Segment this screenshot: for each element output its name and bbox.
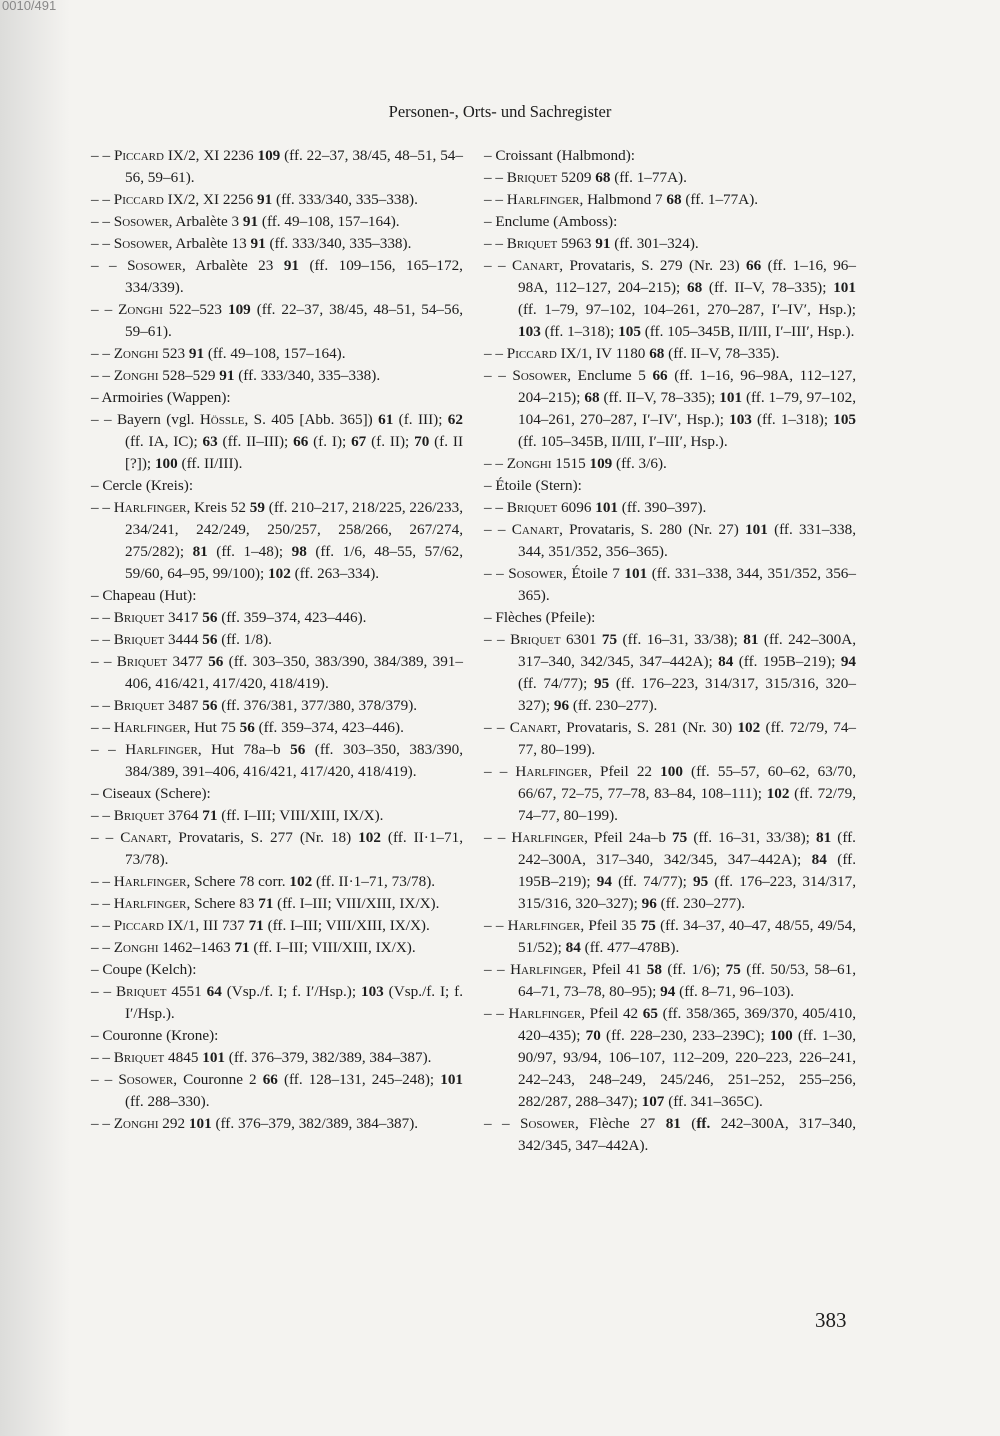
index-entry: – – Briquet 4551 64 (Vsp./f. I; f. I′/Hsp.); 103 (Vsp./f. I; f. I′/Hsp.).: [91, 983, 463, 1022]
index-heading: – Étoile (Stern):: [484, 477, 582, 494]
index-entry: – – Zonghi 1462–1463 71 (ff. I–III; VIII/XIII, IX/X).: [91, 939, 416, 956]
index-entry: – – Sosower, Couronne 2 66 (ff. 128–131, 245–248); 101 (ff. 288–330).: [91, 1071, 463, 1110]
index-entry: – – Sosower, Flèche 27 81 (ff. 242–300A, 317–340, 342/345, 347–442A).: [484, 1115, 857, 1154]
scan-edge-shadow: [0, 0, 70, 1436]
index-entry: – – Sosower, Arbalète 3 91 (ff. 49–108, 157–164).: [91, 213, 400, 230]
index-entry: – – Harlfinger, Schere 83 71 (ff. I–III; VIII/XIII, IX/X).: [91, 895, 440, 912]
index-entry: – – Harlfinger, Hut 78a–b 56 (ff. 303–350, 383/390, 384/389, 391–406, 416/421, 417/420, 418/419).: [91, 741, 464, 780]
index-entry: – – Briquet 3444 56 (ff. 1/8).: [91, 631, 272, 648]
index-entry: – – Briquet 3417 56 (ff. 359–374, 423–446).: [91, 609, 367, 626]
index-entry: – – Briquet 6096 101 (ff. 390–397).: [484, 499, 707, 516]
index-entry: – – Zonghi 528–529 91 (ff. 333/340, 335–338).: [91, 367, 381, 384]
index-entry: – – Briquet 3477 56 (ff. 303–350, 383/390, 384/389, 391–406, 416/421, 417/420, 418/419).: [91, 653, 463, 692]
index-entry: – – Harlfinger, Hut 75 56 (ff. 359–374, 423–446).: [91, 719, 404, 736]
index-entry: – – Harlfinger, Pfeil 24a–b 75 (ff. 16–31, 33/38); 81 (ff. 242–300A, 317–340, 342/345, 347–442A); 84 (ff. 195B–219); 94 (ff. 74/77); 95 (ff. 176–223, 314/317, 315/316, 320–327); 96 (ff. 230–277).: [484, 829, 856, 912]
index-entry: – – Harlfinger, Pfeil 42 65 (ff. 358/365, 369/370, 405/410, 420–435); 70 (ff. 228–230, 233–239C); 100 (ff. 1–30, 90/97, 93/94, 106–107, 112–209, 220–223, 226–241, 242–243, 248–249, 245/246, 251–252, 255–256, 282/287, 288–347); 107 (ff. 341–365C).: [484, 1005, 856, 1110]
index-heading: – Ciseaux (Schere):: [91, 785, 211, 802]
index-entry: – – Briquet 3764 71 (ff. I–III; VIII/XIII, IX/X).: [91, 807, 384, 824]
index-heading: – Couronne (Krone):: [91, 1027, 219, 1044]
index-entry: – – Canart, Provataris, S. 280 (Nr. 27) 101 (ff. 331–338, 344, 351/352, 356–365).: [484, 521, 856, 560]
index-entry: – – Harlfinger, Kreis 52 59 (ff. 210–217, 218/225, 226/233, 234/241, 242/249, 250/257, 258/266, 267/274, 275/282); 81 (ff. 1–48); 98 (ff. 1/6, 48–55, 57/62, 59/60, 64–95, 99/100); 102 (ff. 263–334).: [91, 499, 463, 582]
running-head: Personen-, Orts- und Sachregister: [388, 102, 612, 121]
page-number: 383: [815, 1308, 847, 1332]
index-heading: – Coupe (Kelch):: [91, 961, 197, 978]
index-entry: – – Piccard IX/1, IV 1180 68 (ff. II–V, 78–335).: [484, 345, 780, 362]
index-entry: – – Harlfinger, Pfeil 35 75 (ff. 34–37, 40–47, 48/55, 49/54, 51/52); 84 (ff. 477–478B).: [484, 917, 857, 956]
index-entry: – – Briquet 3487 56 (ff. 376/381, 377/380, 378/379).: [91, 697, 418, 714]
index-entry: – – Piccard IX/2, XI 2256 91 (ff. 333/340, 335–338).: [91, 191, 418, 208]
index-entry: – – Zonghi 292 101 (ff. 376–379, 382/389, 384–387).: [91, 1115, 419, 1132]
index-entry: – – Briquet 4845 101 (ff. 376–379, 382/389, 384–387).: [91, 1049, 432, 1066]
index-column-left: [91, 145, 463, 1135]
index-entry: – – Sosower, Arbalète 23 91 (ff. 109–156, 165–172, 334/339).: [91, 257, 463, 296]
index-entry: – – Canart, Provataris, S. 279 (Nr. 23) 66 (ff. 1–16, 96–98A, 112–127, 204–215); 68 (ff. II–V, 78–335); 101 (ff. 1–79, 97–102, 104–261, 270–287, I′–IV′, Hsp.); 103 (ff. 1–318); 105 (ff. 105–345B, II/III, I′–III′, Hsp.).: [484, 257, 856, 340]
index-entry: – – Canart, Provataris, S. 277 (Nr. 18) 102 (ff. II·1–71, 73/78).: [91, 829, 463, 868]
index-entry: – – Bayern (vgl. Hössle, S. 405 [Abb. 365]) 61 (f. III); 62 (ff. IA, IC); 63 (ff. II–III); 66 (f. I); 67 (f. II); 70 (f. II [?]); 100 (ff. II/III).: [91, 411, 463, 472]
index-entry: – – Zonghi 1515 109 (ff. 3/6).: [484, 455, 667, 472]
index-entry: – – Sosower, Arbalète 13 91 (ff. 333/340, 335–338).: [91, 235, 412, 252]
index-entry: – – Harlfinger, Schere 78 corr. 102 (ff. II·1–71, 73/78).: [91, 873, 436, 890]
index-entry: – – Harlfinger, Pfeil 22 100 (ff. 55–57, 60–62, 63/70, 66/67, 72–75, 77–78, 83–84, 108–111); 102 (ff. 72/79, 74–77, 80–199).: [484, 763, 856, 824]
index-entry: – – Sosower, Étoile 7 101 (ff. 331–338, 344, 351/352, 356–365).: [484, 565, 856, 604]
index-heading: – Enclume (Amboss):: [484, 213, 618, 230]
index-entry: – – Briquet 6301 75 (ff. 16–31, 33/38); 81 (ff. 242–300A, 317–340, 342/345, 347–442A); 84 (ff. 195B–219); 94 (ff. 74/77); 95 (ff. 176–223, 314/317, 315/316, 320–327); 96 (ff. 230–277).: [484, 631, 857, 714]
index-entry: – – Piccard IX/2, XI 2236 109 (ff. 22–37, 38/45, 48–51, 54–56, 59–61).: [91, 147, 463, 186]
index-heading: – Croissant (Halbmond):: [484, 147, 636, 164]
index-entry: – – Harlfinger, Pfeil 41 58 (ff. 1/6); 75 (ff. 50/53, 58–61, 64–71, 73–78, 80–95); 94 (ff. 8–71, 96–103).: [484, 961, 856, 1000]
scan-identifier: 0010/491: [2, 0, 57, 13]
index-entry: – – Zonghi 523 91 (ff. 49–108, 157–164).: [91, 345, 346, 362]
index-entry: – – Piccard IX/1, III 737 71 (ff. I–III; VIII/XIII, IX/X).: [91, 917, 430, 934]
index-entry: – – Zonghi 522–523 109 (ff. 22–37, 38/45, 48–51, 54–56, 59–61).: [91, 301, 464, 340]
index-entry: – – Briquet 5209 68 (ff. 1–77A).: [484, 169, 687, 186]
index-entry: – – Harlfinger, Halbmond 7 68 (ff. 1–77A).: [484, 191, 759, 208]
index-heading: – Chapeau (Hut):: [91, 587, 197, 604]
index-column-right: [484, 145, 856, 1157]
index-heading: – Armoiries (Wappen):: [91, 389, 231, 406]
index-heading: – Flèches (Pfeile):: [484, 609, 596, 626]
index-heading: – Cercle (Kreis):: [91, 477, 194, 494]
index-entry: – – Sosower, Enclume 5 66 (ff. 1–16, 96–98A, 112–127, 204–215); 68 (ff. II–V, 78–335); 101 (ff. 1–79, 97–102, 104–261, 270–287, I′–IV′, Hsp.); 103 (ff. 1–318); 105 (ff. 105–345B, II/III, I′–III′, Hsp.).: [484, 367, 857, 450]
index-entry: – – Canart, Provataris, S. 281 (Nr. 30) 102 (ff. 72/79, 74–77, 80–199).: [484, 719, 857, 758]
index-entry: – – Briquet 5963 91 (ff. 301–324).: [484, 235, 699, 252]
